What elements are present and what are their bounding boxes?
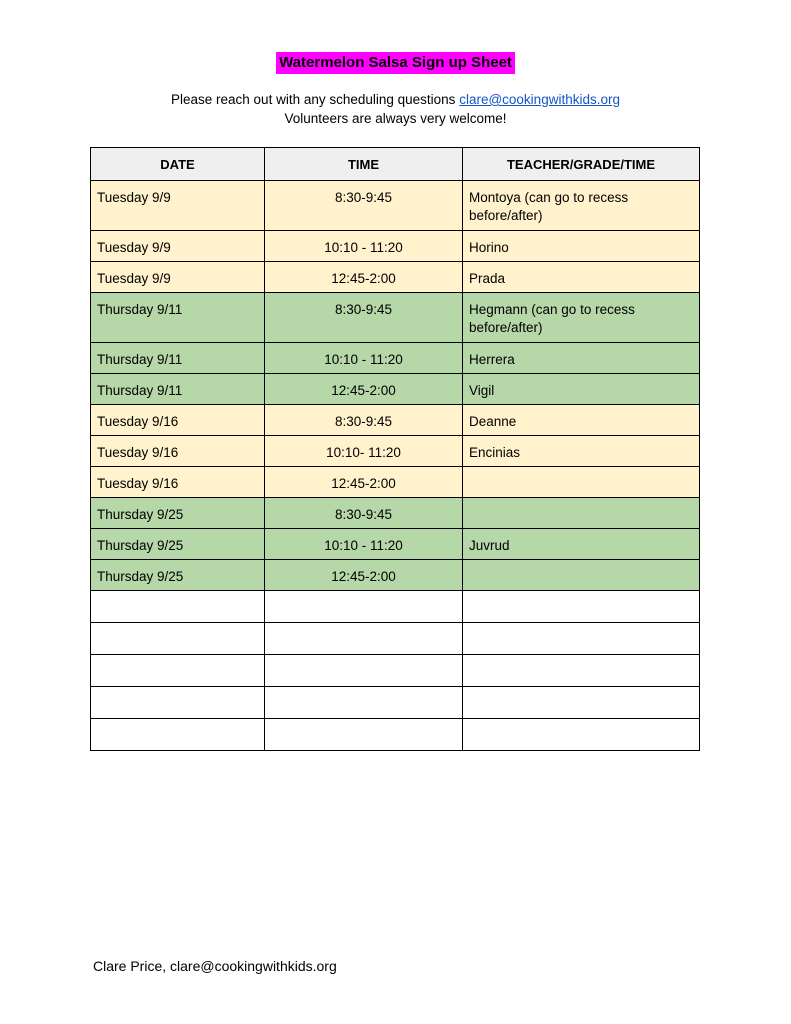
table-row	[91, 436, 700, 467]
intro-line-2: Volunteers are always very welcome!	[284, 111, 507, 126]
teacher-cell: Prada	[463, 262, 700, 293]
email-link[interactable]: clare@cookingwithkids.org	[459, 92, 620, 107]
table-row	[91, 529, 700, 560]
date-cell: Tuesday 9/16	[91, 467, 265, 498]
teacher-cell: Herrera	[463, 343, 700, 374]
table-row	[91, 498, 700, 529]
time-cell: 10:10 - 11:20	[265, 529, 463, 560]
date-cell: Tuesday 9/16	[91, 436, 265, 467]
date-cell: Thursday 9/11	[91, 374, 265, 405]
time-cell: 12:45-2:00	[265, 467, 463, 498]
table-row	[91, 231, 700, 262]
time-cell: 8:30-9:45	[265, 181, 463, 231]
table-row	[91, 655, 700, 687]
date-cell: Thursday 9/11	[91, 343, 265, 374]
table-row	[91, 560, 700, 591]
table-row	[91, 293, 700, 343]
page-title: Watermelon Salsa Sign up Sheet	[276, 52, 515, 74]
date-cell	[91, 687, 265, 719]
time-cell	[265, 687, 463, 719]
table-header-row	[91, 148, 700, 181]
signup-table	[90, 147, 700, 751]
intro-block	[0, 90, 791, 128]
teacher-cell: Encinias	[463, 436, 700, 467]
date-cell: Thursday 9/25	[91, 529, 265, 560]
date-cell: Thursday 9/25	[91, 560, 265, 591]
teacher-cell: Montoya (can go to recess before/after)	[463, 181, 700, 231]
date-cell: Tuesday 9/9	[91, 231, 265, 262]
time-cell: 10:10 - 11:20	[265, 231, 463, 262]
date-cell	[91, 719, 265, 751]
teacher-cell	[463, 467, 700, 498]
date-cell	[91, 655, 265, 687]
teacher-cell: Deanne	[463, 405, 700, 436]
teacher-cell: Juvrud	[463, 529, 700, 560]
table-row	[91, 467, 700, 498]
table-row	[91, 374, 700, 405]
time-cell	[265, 591, 463, 623]
time-cell: 8:30-9:45	[265, 405, 463, 436]
time-cell: 8:30-9:45	[265, 293, 463, 343]
date-cell	[91, 623, 265, 655]
table-row	[91, 405, 700, 436]
header-teacher: TEACHER/GRADE/TIME	[463, 148, 700, 181]
time-cell: 12:45-2:00	[265, 560, 463, 591]
header-date: DATE	[91, 148, 265, 181]
teacher-cell: Horino	[463, 231, 700, 262]
time-cell: 12:45-2:00	[265, 262, 463, 293]
teacher-cell	[463, 719, 700, 751]
date-cell: Thursday 9/25	[91, 498, 265, 529]
table-row	[91, 687, 700, 719]
title-container	[0, 52, 791, 74]
time-cell: 10:10- 11:20	[265, 436, 463, 467]
intro-line-1	[0, 90, 791, 109]
table-row	[91, 181, 700, 231]
date-cell: Tuesday 9/16	[91, 405, 265, 436]
date-cell	[91, 591, 265, 623]
teacher-cell	[463, 560, 700, 591]
teacher-cell	[463, 591, 700, 623]
table-row	[91, 343, 700, 374]
teacher-cell	[463, 655, 700, 687]
table-row	[91, 591, 700, 623]
intro-text: Please reach out with any scheduling questions	[171, 92, 456, 107]
teacher-cell	[463, 687, 700, 719]
table-row	[91, 623, 700, 655]
table-row	[91, 719, 700, 751]
teacher-cell	[463, 498, 700, 529]
time-cell: 10:10 - 11:20	[265, 343, 463, 374]
table-row	[91, 262, 700, 293]
time-cell: 12:45-2:00	[265, 374, 463, 405]
date-cell: Tuesday 9/9	[91, 181, 265, 231]
footer-text: Clare Price, clare@cookingwithkids.org	[93, 958, 337, 974]
teacher-cell	[463, 623, 700, 655]
time-cell: 8:30-9:45	[265, 498, 463, 529]
time-cell	[265, 655, 463, 687]
date-cell: Tuesday 9/9	[91, 262, 265, 293]
date-cell: Thursday 9/11	[91, 293, 265, 343]
time-cell	[265, 719, 463, 751]
teacher-cell: Vigil	[463, 374, 700, 405]
teacher-cell: Hegmann (can go to recess before/after)	[463, 293, 700, 343]
header-time: TIME	[265, 148, 463, 181]
time-cell	[265, 623, 463, 655]
